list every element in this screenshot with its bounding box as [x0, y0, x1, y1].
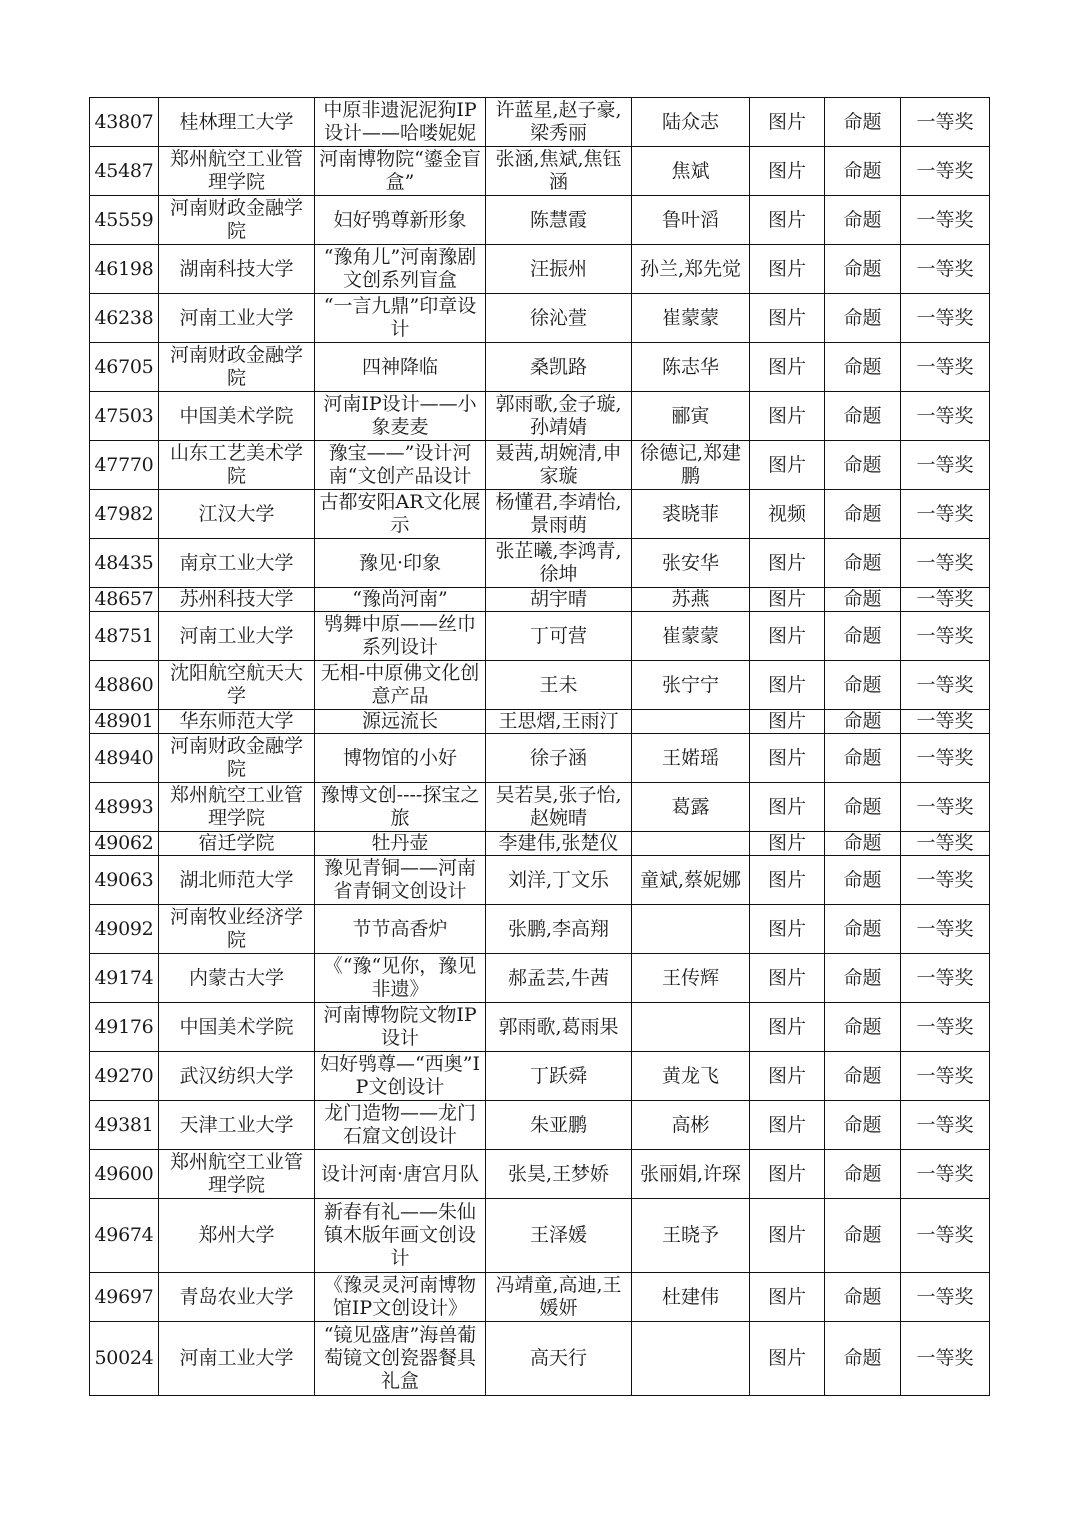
advisor-cell: 陈志华 [632, 343, 750, 392]
entry-id-cell: 49176 [90, 1003, 159, 1052]
work-type-cell: 图片 [750, 1199, 825, 1273]
table-row [90, 392, 990, 441]
award-level-cell: 一等奖 [901, 1052, 990, 1101]
entry-id-cell: 45559 [90, 196, 159, 245]
category-cell: 命题 [825, 856, 901, 905]
school-name-cell: 湖北师范大学 [159, 856, 315, 905]
school-name-cell: 郑州航空工业管理学院 [159, 1150, 315, 1199]
entry-id-cell: 48940 [90, 734, 159, 783]
category-cell: 命题 [825, 734, 901, 783]
award-level-cell: 一等奖 [901, 954, 990, 1003]
advisor-cell: 张宁宁 [632, 661, 750, 710]
school-name-cell: 湖南科技大学 [159, 245, 315, 294]
work-type-cell: 图片 [750, 832, 825, 856]
authors-cell: 王思熠,王雨汀 [486, 710, 632, 734]
advisor-cell: 葛露 [632, 783, 750, 832]
table-row [90, 612, 990, 661]
table-row [90, 294, 990, 343]
work-type-cell: 图片 [750, 441, 825, 490]
authors-cell: 陈慧霞 [486, 196, 632, 245]
work-title-cell: 牡丹壶 [315, 832, 486, 856]
authors-cell: 张芷曦,李鸿青,徐坤 [486, 539, 632, 588]
school-name-cell: 中国美术学院 [159, 392, 315, 441]
school-name-cell: 南京工业大学 [159, 539, 315, 588]
authors-cell: 张昊,王梦娇 [486, 1150, 632, 1199]
work-type-cell: 图片 [750, 1273, 825, 1322]
authors-cell: 丁跃舜 [486, 1052, 632, 1101]
category-cell: 命题 [825, 196, 901, 245]
table-row [90, 196, 990, 245]
category-cell: 命题 [825, 710, 901, 734]
authors-cell: 杨懂君,李靖怡,景雨萌 [486, 490, 632, 539]
advisor-cell: 王晓予 [632, 1199, 750, 1273]
advisor-cell: 郦寅 [632, 392, 750, 441]
table-row [90, 1101, 990, 1150]
award-level-cell: 一等奖 [901, 783, 990, 832]
award-level-cell: 一等奖 [901, 710, 990, 734]
work-title-cell: 河南博物院文物IP设计 [315, 1003, 486, 1052]
work-title-cell: 博物馆的小好 [315, 734, 486, 783]
work-type-cell: 图片 [750, 1322, 825, 1396]
school-name-cell: 华东师范大学 [159, 710, 315, 734]
school-name-cell: 河南工业大学 [159, 294, 315, 343]
school-name-cell: 郑州航空工业管理学院 [159, 147, 315, 196]
entry-id-cell: 48657 [90, 588, 159, 612]
entry-id-cell: 46238 [90, 294, 159, 343]
work-title-cell: 龙门造物——龙门石窟文创设计 [315, 1101, 486, 1150]
authors-cell: 吴若昊,张子怡,赵婉晴 [486, 783, 632, 832]
award-level-cell: 一等奖 [901, 441, 990, 490]
work-type-cell: 图片 [750, 905, 825, 954]
table-row [90, 147, 990, 196]
entry-id-cell: 48993 [90, 783, 159, 832]
award-level-cell: 一等奖 [901, 588, 990, 612]
school-name-cell: 河南财政金融学院 [159, 734, 315, 783]
work-type-cell: 视频 [750, 490, 825, 539]
work-type-cell: 图片 [750, 783, 825, 832]
table-row [90, 588, 990, 612]
authors-cell: 郭雨歌,金子璇,孙靖婧 [486, 392, 632, 441]
category-cell: 命题 [825, 441, 901, 490]
award-level-cell: 一等奖 [901, 1150, 990, 1199]
work-title-cell: 新春有礼——朱仙镇木版年画文创设计 [315, 1199, 486, 1273]
entry-id-cell: 48901 [90, 710, 159, 734]
entry-id-cell: 48751 [90, 612, 159, 661]
school-name-cell: 河南工业大学 [159, 612, 315, 661]
authors-cell: 朱亚鹏 [486, 1101, 632, 1150]
entry-id-cell: 49062 [90, 832, 159, 856]
entry-id-cell: 46198 [90, 245, 159, 294]
work-type-cell: 图片 [750, 612, 825, 661]
work-type-cell: 图片 [750, 343, 825, 392]
award-level-cell: 一等奖 [901, 612, 990, 661]
work-type-cell: 图片 [750, 856, 825, 905]
award-level-cell: 一等奖 [901, 1003, 990, 1052]
work-title-cell: 节节高香炉 [315, 905, 486, 954]
category-cell: 命题 [825, 1101, 901, 1150]
table-row [90, 661, 990, 710]
table-row [90, 539, 990, 588]
work-title-cell: 豫见青铜——河南省青铜文创设计 [315, 856, 486, 905]
table-row [90, 954, 990, 1003]
advisor-cell: 崔蒙蒙 [632, 612, 750, 661]
category-cell: 命题 [825, 1322, 901, 1396]
school-name-cell: 宿迁学院 [159, 832, 315, 856]
award-level-cell: 一等奖 [901, 661, 990, 710]
advisor-cell: 徐德记,郑建鹏 [632, 441, 750, 490]
table-row [90, 343, 990, 392]
work-type-cell: 图片 [750, 539, 825, 588]
school-name-cell: 沈阳航空航天大学 [159, 661, 315, 710]
table-row [90, 1150, 990, 1199]
entry-id-cell: 48435 [90, 539, 159, 588]
award-level-cell: 一等奖 [901, 392, 990, 441]
entry-id-cell: 47982 [90, 490, 159, 539]
advisor-cell [632, 905, 750, 954]
work-title-cell: 《“豫“见你，豫见非遗》 [315, 954, 486, 1003]
table-row [90, 245, 990, 294]
category-cell: 命题 [825, 98, 901, 147]
school-name-cell: 河南财政金融学院 [159, 343, 315, 392]
category-cell: 命题 [825, 1150, 901, 1199]
school-name-cell: 苏州科技大学 [159, 588, 315, 612]
work-title-cell: 四神降临 [315, 343, 486, 392]
table-row [90, 1273, 990, 1322]
entry-id-cell: 49174 [90, 954, 159, 1003]
school-name-cell: 桂林理工大学 [159, 98, 315, 147]
advisor-cell: 崔蒙蒙 [632, 294, 750, 343]
school-name-cell: 郑州航空工业管理学院 [159, 783, 315, 832]
entry-id-cell: 49092 [90, 905, 159, 954]
work-title-cell: 河南IP设计——小象麦麦 [315, 392, 486, 441]
work-type-cell: 图片 [750, 1003, 825, 1052]
advisor-cell: 王传辉 [632, 954, 750, 1003]
school-name-cell: 中国美术学院 [159, 1003, 315, 1052]
work-type-cell: 图片 [750, 1052, 825, 1101]
school-name-cell: 天津工业大学 [159, 1101, 315, 1150]
authors-cell: 高天行 [486, 1322, 632, 1396]
work-title-cell: “豫尚河南” [315, 588, 486, 612]
work-type-cell: 图片 [750, 294, 825, 343]
advisor-cell: 张丽娟,许琛 [632, 1150, 750, 1199]
award-level-cell: 一等奖 [901, 147, 990, 196]
work-title-cell: 豫见·印象 [315, 539, 486, 588]
category-cell: 命题 [825, 1052, 901, 1101]
work-type-cell: 图片 [750, 1101, 825, 1150]
category-cell: 命题 [825, 245, 901, 294]
work-title-cell: 豫宝——”设计河南“文创产品设计 [315, 441, 486, 490]
work-title-cell: 妇好鸮尊—“西奥”IP文创设计 [315, 1052, 486, 1101]
award-level-cell: 一等奖 [901, 343, 990, 392]
school-name-cell: 河南工业大学 [159, 1322, 315, 1396]
school-name-cell: 河南牧业经济学院 [159, 905, 315, 954]
table-row [90, 490, 990, 539]
entry-id-cell: 49381 [90, 1101, 159, 1150]
work-title-cell: 鸮舞中原——丝巾系列设计 [315, 612, 486, 661]
work-title-cell: “豫角儿”河南豫剧文创系列盲盒 [315, 245, 486, 294]
work-title-cell: “镜见盛唐”海兽葡萄镜文创瓷器餐具礼盒 [315, 1322, 486, 1396]
entry-id-cell: 49697 [90, 1273, 159, 1322]
table-row [90, 98, 990, 147]
authors-cell: 张涵,焦斌,焦钰涵 [486, 147, 632, 196]
authors-cell: 冯靖童,高迪,王媛妍 [486, 1273, 632, 1322]
school-name-cell: 内蒙古大学 [159, 954, 315, 1003]
table-row [90, 1322, 990, 1396]
advisor-cell: 苏燕 [632, 588, 750, 612]
advisor-cell: 焦斌 [632, 147, 750, 196]
category-cell: 命题 [825, 783, 901, 832]
advisor-cell: 高彬 [632, 1101, 750, 1150]
category-cell: 命题 [825, 1199, 901, 1273]
work-type-cell: 图片 [750, 954, 825, 1003]
work-type-cell: 图片 [750, 1150, 825, 1199]
advisor-cell: 鲁叶滔 [632, 196, 750, 245]
table-row [90, 1003, 990, 1052]
school-name-cell: 河南财政金融学院 [159, 196, 315, 245]
table-row [90, 710, 990, 734]
advisor-cell: 陆众志 [632, 98, 750, 147]
school-name-cell: 武汉纺织大学 [159, 1052, 315, 1101]
authors-cell: 郝孟芸,牛茜 [486, 954, 632, 1003]
authors-cell: 胡宇晴 [486, 588, 632, 612]
authors-cell: 郭雨歌,葛雨果 [486, 1003, 632, 1052]
table-row [90, 441, 990, 490]
category-cell: 命题 [825, 294, 901, 343]
award-level-cell: 一等奖 [901, 196, 990, 245]
entry-id-cell: 47770 [90, 441, 159, 490]
entry-id-cell: 47503 [90, 392, 159, 441]
entry-id-cell: 49063 [90, 856, 159, 905]
category-cell: 命题 [825, 147, 901, 196]
entry-id-cell: 50024 [90, 1322, 159, 1396]
authors-cell: 刘洋,丁文乐 [486, 856, 632, 905]
work-title-cell: “一言九鼎”印章设计 [315, 294, 486, 343]
entry-id-cell: 45487 [90, 147, 159, 196]
advisor-cell: 孙兰,郑先觉 [632, 245, 750, 294]
category-cell: 命题 [825, 1003, 901, 1052]
advisor-cell [632, 710, 750, 734]
authors-cell: 丁可营 [486, 612, 632, 661]
award-level-cell: 一等奖 [901, 1101, 990, 1150]
work-title-cell: 中原非遗泥泥狗IP设计——哈喽妮妮 [315, 98, 486, 147]
advisor-cell: 裘晓菲 [632, 490, 750, 539]
school-name-cell: 山东工艺美术学院 [159, 441, 315, 490]
work-title-cell: 设计河南·唐宫月队 [315, 1150, 486, 1199]
entry-id-cell: 43807 [90, 98, 159, 147]
authors-cell: 李建伟,张楚仪 [486, 832, 632, 856]
award-level-cell: 一等奖 [901, 856, 990, 905]
award-level-cell: 一等奖 [901, 1273, 990, 1322]
award-level-cell: 一等奖 [901, 294, 990, 343]
table-row [90, 734, 990, 783]
work-title-cell: 妇好鸮尊新形象 [315, 196, 486, 245]
advisor-cell: 杜建伟 [632, 1273, 750, 1322]
category-cell: 命题 [825, 612, 901, 661]
category-cell: 命题 [825, 343, 901, 392]
award-level-cell: 一等奖 [901, 98, 990, 147]
work-type-cell: 图片 [750, 588, 825, 612]
category-cell: 命题 [825, 954, 901, 1003]
category-cell: 命题 [825, 661, 901, 710]
school-name-cell: 江汉大学 [159, 490, 315, 539]
school-name-cell: 郑州大学 [159, 1199, 315, 1273]
table-body [90, 98, 990, 1396]
award-level-cell: 一等奖 [901, 490, 990, 539]
category-cell: 命题 [825, 539, 901, 588]
entry-id-cell: 46705 [90, 343, 159, 392]
table-row [90, 905, 990, 954]
work-type-cell: 图片 [750, 392, 825, 441]
work-title-cell: 豫博文创----探宝之旅 [315, 783, 486, 832]
category-cell: 命题 [825, 1273, 901, 1322]
award-level-cell: 一等奖 [901, 245, 990, 294]
award-level-cell: 一等奖 [901, 1199, 990, 1273]
award-level-cell: 一等奖 [901, 832, 990, 856]
work-type-cell: 图片 [750, 710, 825, 734]
advisor-cell [632, 1003, 750, 1052]
authors-cell: 徐子涵 [486, 734, 632, 783]
category-cell: 命题 [825, 490, 901, 539]
authors-cell: 徐沁萱 [486, 294, 632, 343]
table-row [90, 832, 990, 856]
work-type-cell: 图片 [750, 196, 825, 245]
category-cell: 命题 [825, 832, 901, 856]
authors-cell: 许蓝星,赵子豪,梁秀丽 [486, 98, 632, 147]
award-level-cell: 一等奖 [901, 539, 990, 588]
work-title-cell: 《豫灵灵河南博物馆IP文创设计》 [315, 1273, 486, 1322]
work-title-cell: 古都安阳AR文化展示 [315, 490, 486, 539]
awards-table [89, 97, 990, 1396]
entry-id-cell: 49674 [90, 1199, 159, 1273]
work-type-cell: 图片 [750, 661, 825, 710]
entry-id-cell: 49600 [90, 1150, 159, 1199]
authors-cell: 聂茜,胡婉清,申家璇 [486, 441, 632, 490]
category-cell: 命题 [825, 905, 901, 954]
advisor-cell: 王婼瑶 [632, 734, 750, 783]
work-type-cell: 图片 [750, 147, 825, 196]
work-type-cell: 图片 [750, 245, 825, 294]
school-name-cell: 青岛农业大学 [159, 1273, 315, 1322]
authors-cell: 王泽媛 [486, 1199, 632, 1273]
award-level-cell: 一等奖 [901, 734, 990, 783]
authors-cell: 汪振州 [486, 245, 632, 294]
table-row [90, 1199, 990, 1273]
category-cell: 命题 [825, 392, 901, 441]
authors-cell: 王未 [486, 661, 632, 710]
table-row [90, 1052, 990, 1101]
advisor-cell [632, 832, 750, 856]
advisor-cell: 黄龙飞 [632, 1052, 750, 1101]
entry-id-cell: 48860 [90, 661, 159, 710]
work-title-cell: 河南博物院“鎏金盲盒” [315, 147, 486, 196]
work-type-cell: 图片 [750, 98, 825, 147]
table-row [90, 783, 990, 832]
entry-id-cell: 49270 [90, 1052, 159, 1101]
advisor-cell: 张安华 [632, 539, 750, 588]
work-type-cell: 图片 [750, 734, 825, 783]
advisor-cell: 童斌,蔡妮娜 [632, 856, 750, 905]
category-cell: 命题 [825, 588, 901, 612]
advisor-cell [632, 1322, 750, 1396]
authors-cell: 桑凯路 [486, 343, 632, 392]
award-level-cell: 一等奖 [901, 1322, 990, 1396]
award-level-cell: 一等奖 [901, 905, 990, 954]
work-title-cell: 无相-中原佛文化创意产品 [315, 661, 486, 710]
authors-cell: 张鹏,李高翔 [486, 905, 632, 954]
work-title-cell: 源远流长 [315, 710, 486, 734]
table-row [90, 856, 990, 905]
